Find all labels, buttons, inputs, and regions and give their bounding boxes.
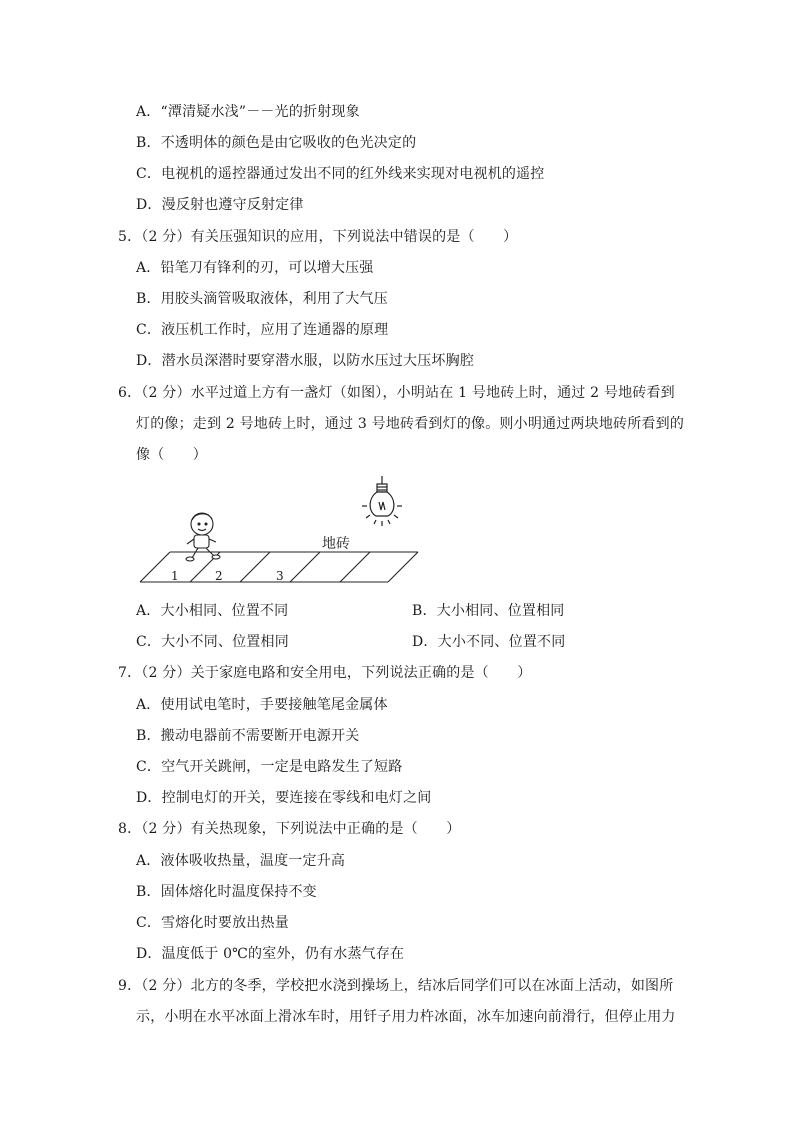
q7-option-d: D．控制电灯的开关，要连接在零线和电灯之间	[136, 790, 432, 806]
q7-option-a: A．使用试电笔时，手要接触笔尾金属体	[136, 697, 388, 713]
q6-option-d: D．大小不同、位置不同	[412, 634, 566, 650]
q9-stem-line-1: 9．（2 分）北方的冬季，学校把水浇到操场上，结冰后同学们可以在冰面上活动，如图所	[118, 978, 674, 994]
q7-option-b: B．搬动电器前不需要断开电源开关	[136, 728, 360, 744]
q7-stem: 7．（2 分）关于家庭电路和安全用电，下列说法正确的是（ ）	[118, 665, 532, 681]
floor-label: 地砖	[322, 536, 350, 552]
q6-stem-line-2: 灯的像；走到 2 号地砖上时，通过 3 号地砖看到灯的像。则小明通过两块地砖所看到的	[136, 416, 685, 432]
q8-option-d: D．温度低于 0℃的室外，仍有水蒸气存在	[136, 946, 405, 962]
q5-option-b: B．用胶头滴管吸取液体，利用了大气压	[136, 291, 388, 307]
q4-option-d: D．漫反射也遵守反射定律	[136, 197, 304, 213]
q7-option-c: C．空气开关跳闸，一定是电路发生了短路	[136, 759, 403, 775]
q5-option-a: A．铅笔刀有锋利的刃，可以增大压强	[136, 260, 374, 276]
q8-stem: 8．（2 分）有关热现象，下列说法中正确的是（ ）	[118, 821, 461, 837]
q5-option-c: C．液压机工作时，应用了连通器的原理	[136, 322, 389, 338]
q4-option-b: B．不透明体的颜色是由它吸收的色光决定的	[136, 135, 417, 151]
tile-number-2: 2	[215, 569, 223, 583]
q6-option-a: A．大小相同、位置不同	[136, 603, 289, 619]
light-bulb-icon	[362, 476, 402, 526]
q4-option-c: C．电视机的遥控器通过发出不同的红外线来实现对电视机的遥控	[136, 166, 545, 182]
q4-option-a: A．“潭清疑水浅”－－光的折射现象	[136, 104, 360, 120]
q6-option-b: B．大小相同、位置相同	[412, 603, 565, 619]
tile-number-1: 1	[171, 569, 179, 583]
q6-option-c: C．大小不同、位置相同	[136, 634, 289, 650]
q8-option-b: B．固体熔化时温度保持不变	[136, 884, 317, 900]
q5-option-d: D．潜水员深潜时要穿潜水服，以防水压过大压坏胸腔	[136, 353, 475, 369]
q5-stem: 5．（2 分）有关压强知识的应用，下列说法中错误的是（ ）	[118, 229, 518, 245]
q6-stem-line-3: 像（ ）	[136, 447, 207, 463]
boy-figure	[186, 513, 220, 561]
q8-option-a: A．液体吸收热量，温度一定升高	[136, 853, 346, 869]
q6-figure	[130, 472, 430, 592]
q6-stem-line-1: 6．（2 分）水平过道上方有一盏灯（如图），小明站在 1 号地砖上时，通过 2 号地砖看到	[118, 385, 675, 401]
q8-option-c: C．雪熔化时要放出热量	[136, 915, 289, 931]
tile-number-3: 3	[276, 569, 284, 583]
q9-stem-line-2: 示，小明在水平冰面上滑冰车时，用钎子用力杵冰面，冰车加速向前滑行，但停止用力	[136, 1009, 676, 1025]
